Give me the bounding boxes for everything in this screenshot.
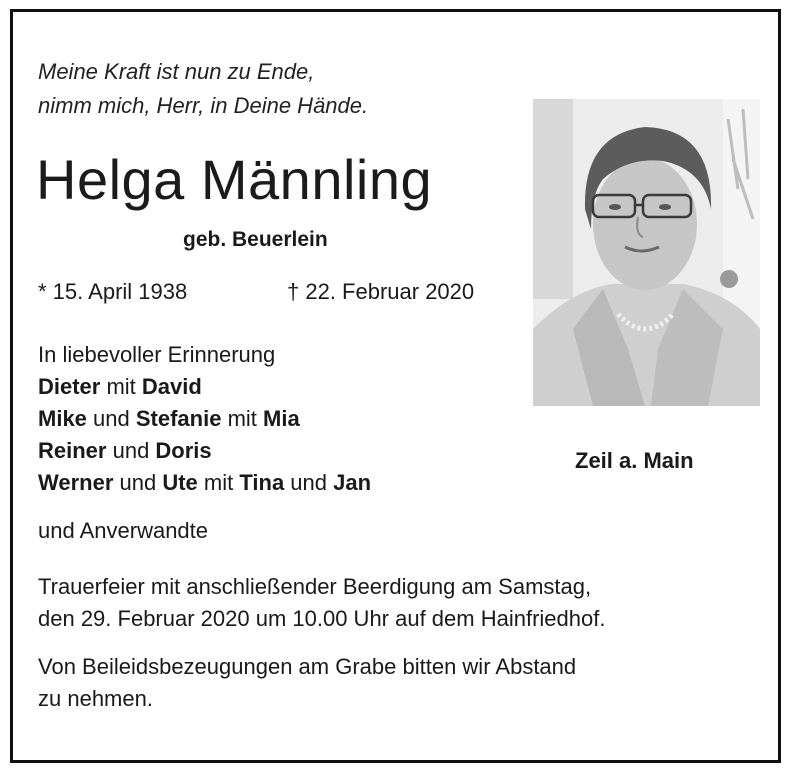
mourner-name: Reiner [38, 438, 107, 463]
deceased-name: Helga Männling [36, 148, 433, 211]
remembrance-intro: In liebevoller Erinnerung [38, 342, 276, 367]
service-line-2: den 29. Februar 2020 um 10.00 Uhr auf dem Hainfriedhof. [38, 606, 606, 631]
birth-name: geb. Beuerlein [183, 228, 328, 251]
mourner-connector: und [284, 470, 334, 495]
relatives-line: und Anverwandte [38, 518, 209, 543]
mourner-name: Ute [162, 470, 198, 495]
death-date: † 22. Februar 2020 [287, 279, 475, 304]
mourner-connector: und [113, 470, 163, 495]
mourner-name: Doris [155, 438, 212, 463]
mourner-row [38, 467, 371, 499]
birth-date: * 15. April 1938 [38, 279, 188, 304]
mourner-connector: mit [197, 470, 240, 495]
mourner-name: Jan [333, 470, 372, 495]
mourner-connector: mit [221, 406, 264, 431]
verse-line-1: Meine Kraft ist nun zu Ende, [38, 59, 315, 84]
portrait-photo [533, 99, 760, 406]
mourner-row [38, 371, 202, 403]
place-name: Zeil a. Main [575, 448, 694, 473]
mourner-connector: und [86, 406, 136, 431]
mourner-name: Mia [263, 406, 300, 431]
mourner-name: Stefanie [135, 406, 222, 431]
mourner-row [38, 435, 212, 467]
mourner-connector: mit [100, 374, 142, 399]
mourner-name: Tina [239, 470, 285, 495]
mourner-name: Mike [38, 406, 87, 431]
mourner-name: Werner [38, 470, 114, 495]
service-line-1: Trauerfeier mit anschließender Beerdigung am Samstag, [38, 574, 592, 599]
verse-line-2: nimm mich, Herr, in Deine Hände. [38, 93, 369, 118]
mourner-connector: und [106, 438, 156, 463]
mourner-name: Dieter [38, 374, 101, 399]
mourner-name: David [141, 374, 202, 399]
note-line-2: zu nehmen. [38, 686, 153, 711]
note-line-1: Von Beileidsbezeugungen am Grabe bitten wir Abstand [38, 654, 577, 679]
mourner-row [38, 403, 300, 435]
